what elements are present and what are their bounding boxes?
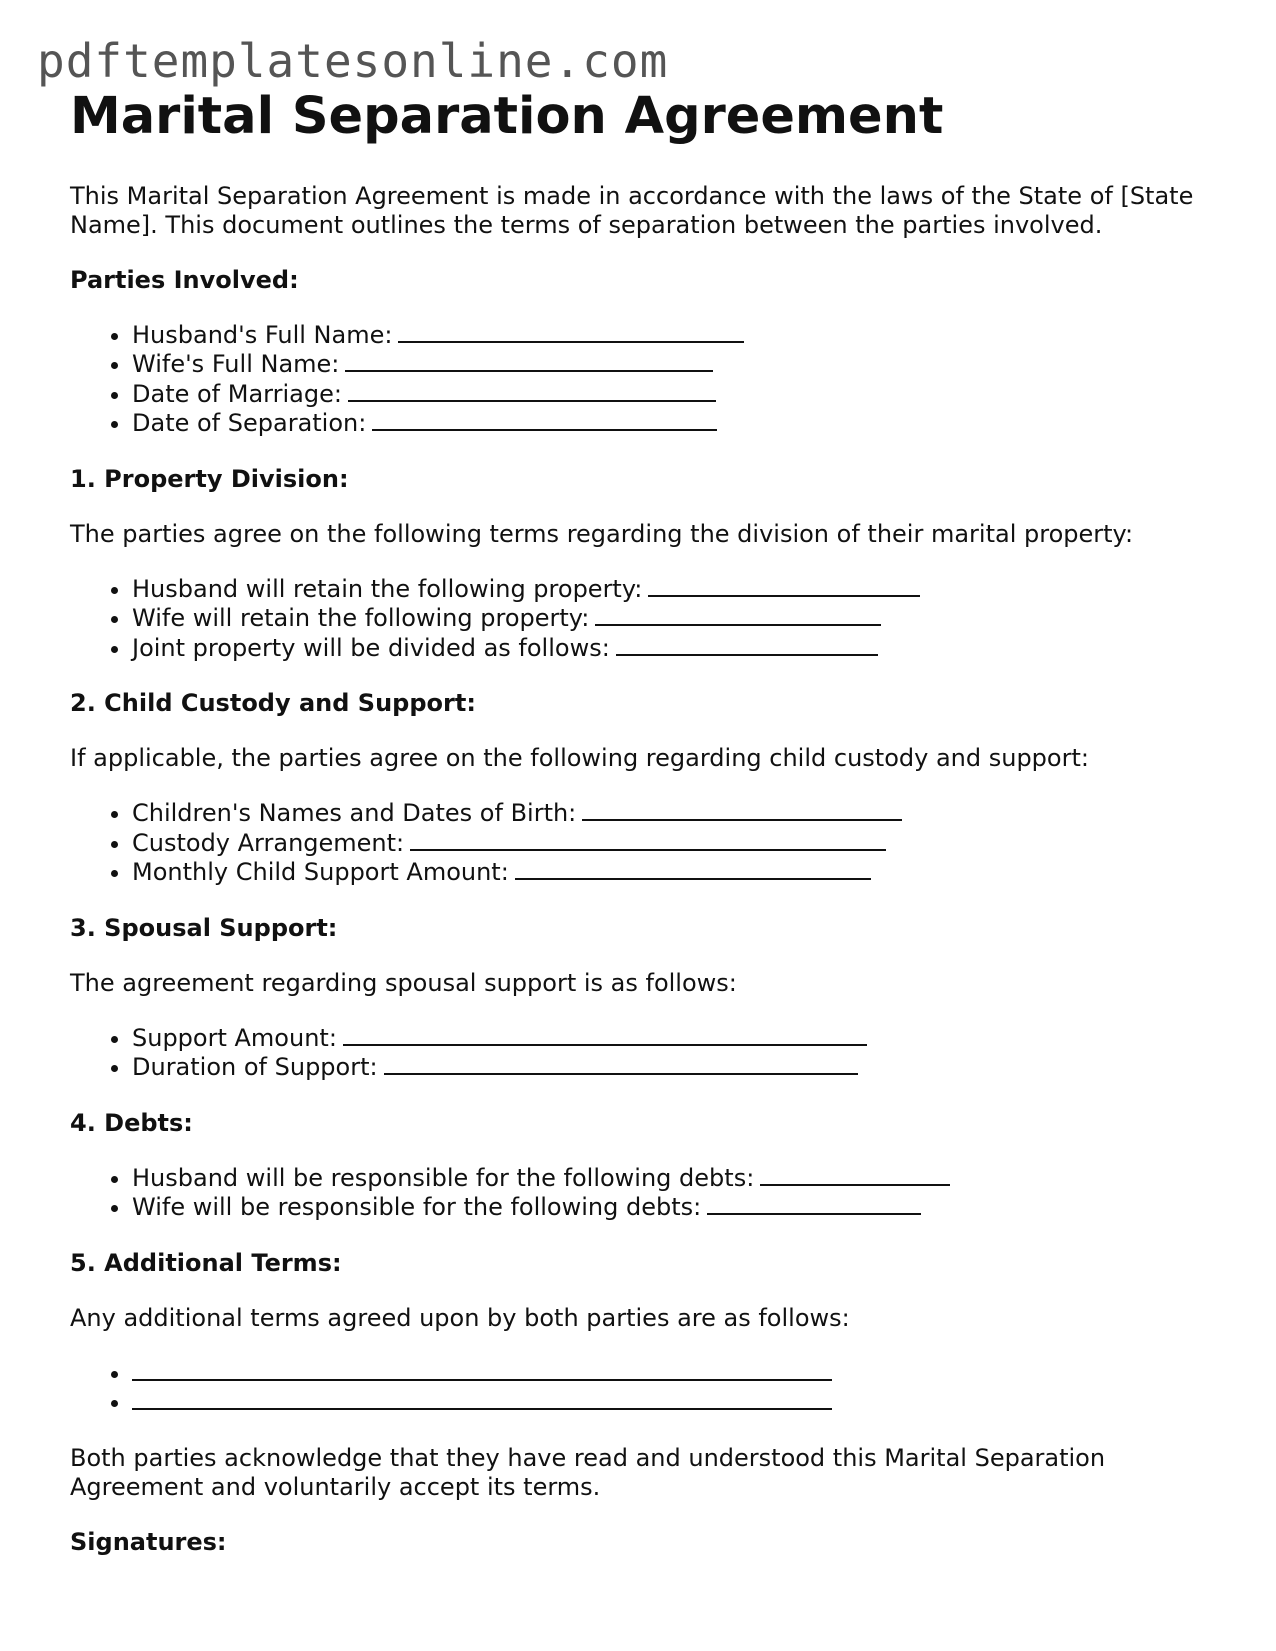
signatures-heading: Signatures: (70, 1527, 227, 1556)
support-duration-blank[interactable] (384, 1053, 858, 1075)
document-title: Marital Separation Agreement (70, 87, 944, 146)
field-label: Husband will be responsible for the following debts: (132, 1163, 755, 1192)
custody-heading: 2. Child Custody and Support: (70, 689, 476, 718)
intro-paragraph: This Marital Separation Agreement is made in accordance with the laws of the State of [State Name]. This document outlines the terms of separation between the parties involved. (70, 181, 1194, 239)
custody-text: If applicable, the parties agree on the following regarding child custody and support: (70, 744, 1089, 773)
marriage-date-blank[interactable] (348, 380, 716, 402)
field-label: Monthly Child Support Amount: (132, 858, 509, 887)
list-item (132, 1388, 1220, 1418)
field-label: Support Amount: (132, 1023, 337, 1052)
field-label: Children's Names and Dates of Birth: (132, 799, 577, 828)
wife-property-blank[interactable] (595, 604, 881, 626)
spousal-list (70, 1024, 1220, 1083)
list-item (132, 321, 1220, 351)
spousal-heading: 3. Spousal Support: (70, 913, 338, 942)
watermark: pdftemplatesonline.com (37, 34, 669, 88)
parties-heading: Parties Involved: (70, 265, 299, 294)
support-amount-blank[interactable] (343, 1024, 867, 1046)
list-item (132, 409, 1220, 439)
list-item (132, 829, 1220, 859)
field-label: Husband will retain the following property: (132, 574, 643, 603)
children-names-blank[interactable] (582, 799, 902, 821)
acknowledgment-paragraph: Both parties acknowledge that they have read and understood this Marital Separation Agreement and voluntarily accept its terms. (70, 1443, 1106, 1501)
list-item (132, 1164, 1220, 1194)
additional-term-blank[interactable] (132, 1388, 832, 1410)
field-label: Wife will be responsible for the following debts: (132, 1193, 702, 1222)
custody-arrangement-blank[interactable] (410, 829, 886, 851)
husband-name-blank[interactable] (398, 321, 744, 343)
debts-heading: 4. Debts: (70, 1108, 193, 1137)
husband-debts-blank[interactable] (760, 1164, 950, 1186)
field-label: Joint property will be divided as follows: (132, 633, 610, 662)
list-item (132, 799, 1220, 829)
list-item (132, 1359, 1220, 1389)
additional-list (70, 1359, 1220, 1418)
additional-heading: 5. Additional Terms: (70, 1248, 342, 1277)
field-label: Wife will retain the following property: (132, 604, 590, 633)
husband-property-blank[interactable] (648, 575, 920, 597)
debts-list (70, 1164, 1220, 1223)
parties-list (70, 321, 1220, 439)
document-page (70, 88, 1220, 1583)
property-text: The parties agree on the following terms regarding the division of their marital property: (70, 519, 1134, 548)
field-label: Duration of Support: (132, 1053, 378, 1082)
additional-text: Any additional terms agreed upon by both parties are as follows: (70, 1303, 850, 1332)
wife-debts-blank[interactable] (707, 1193, 921, 1215)
list-item (132, 604, 1220, 634)
custody-list (70, 799, 1220, 888)
field-label: Date of Marriage: (132, 379, 342, 408)
field-label: Date of Separation: (132, 409, 367, 438)
property-heading: 1. Property Division: (70, 464, 349, 493)
list-item (132, 1053, 1220, 1083)
field-label: Husband's Full Name: (132, 320, 393, 349)
child-support-blank[interactable] (515, 858, 871, 880)
list-item (132, 350, 1220, 380)
field-label: Wife's Full Name: (132, 350, 340, 379)
joint-property-blank[interactable] (616, 634, 878, 656)
list-item (132, 380, 1220, 410)
list-item (132, 1024, 1220, 1054)
list-item (132, 1193, 1220, 1223)
list-item (132, 634, 1220, 664)
list-item (132, 858, 1220, 888)
additional-term-blank[interactable] (132, 1359, 832, 1381)
field-label: Custody Arrangement: (132, 828, 405, 857)
property-list (70, 575, 1220, 664)
separation-date-blank[interactable] (372, 409, 717, 431)
spousal-text: The agreement regarding spousal support is as follows: (70, 968, 737, 997)
list-item (132, 575, 1220, 605)
wife-name-blank[interactable] (345, 350, 713, 372)
